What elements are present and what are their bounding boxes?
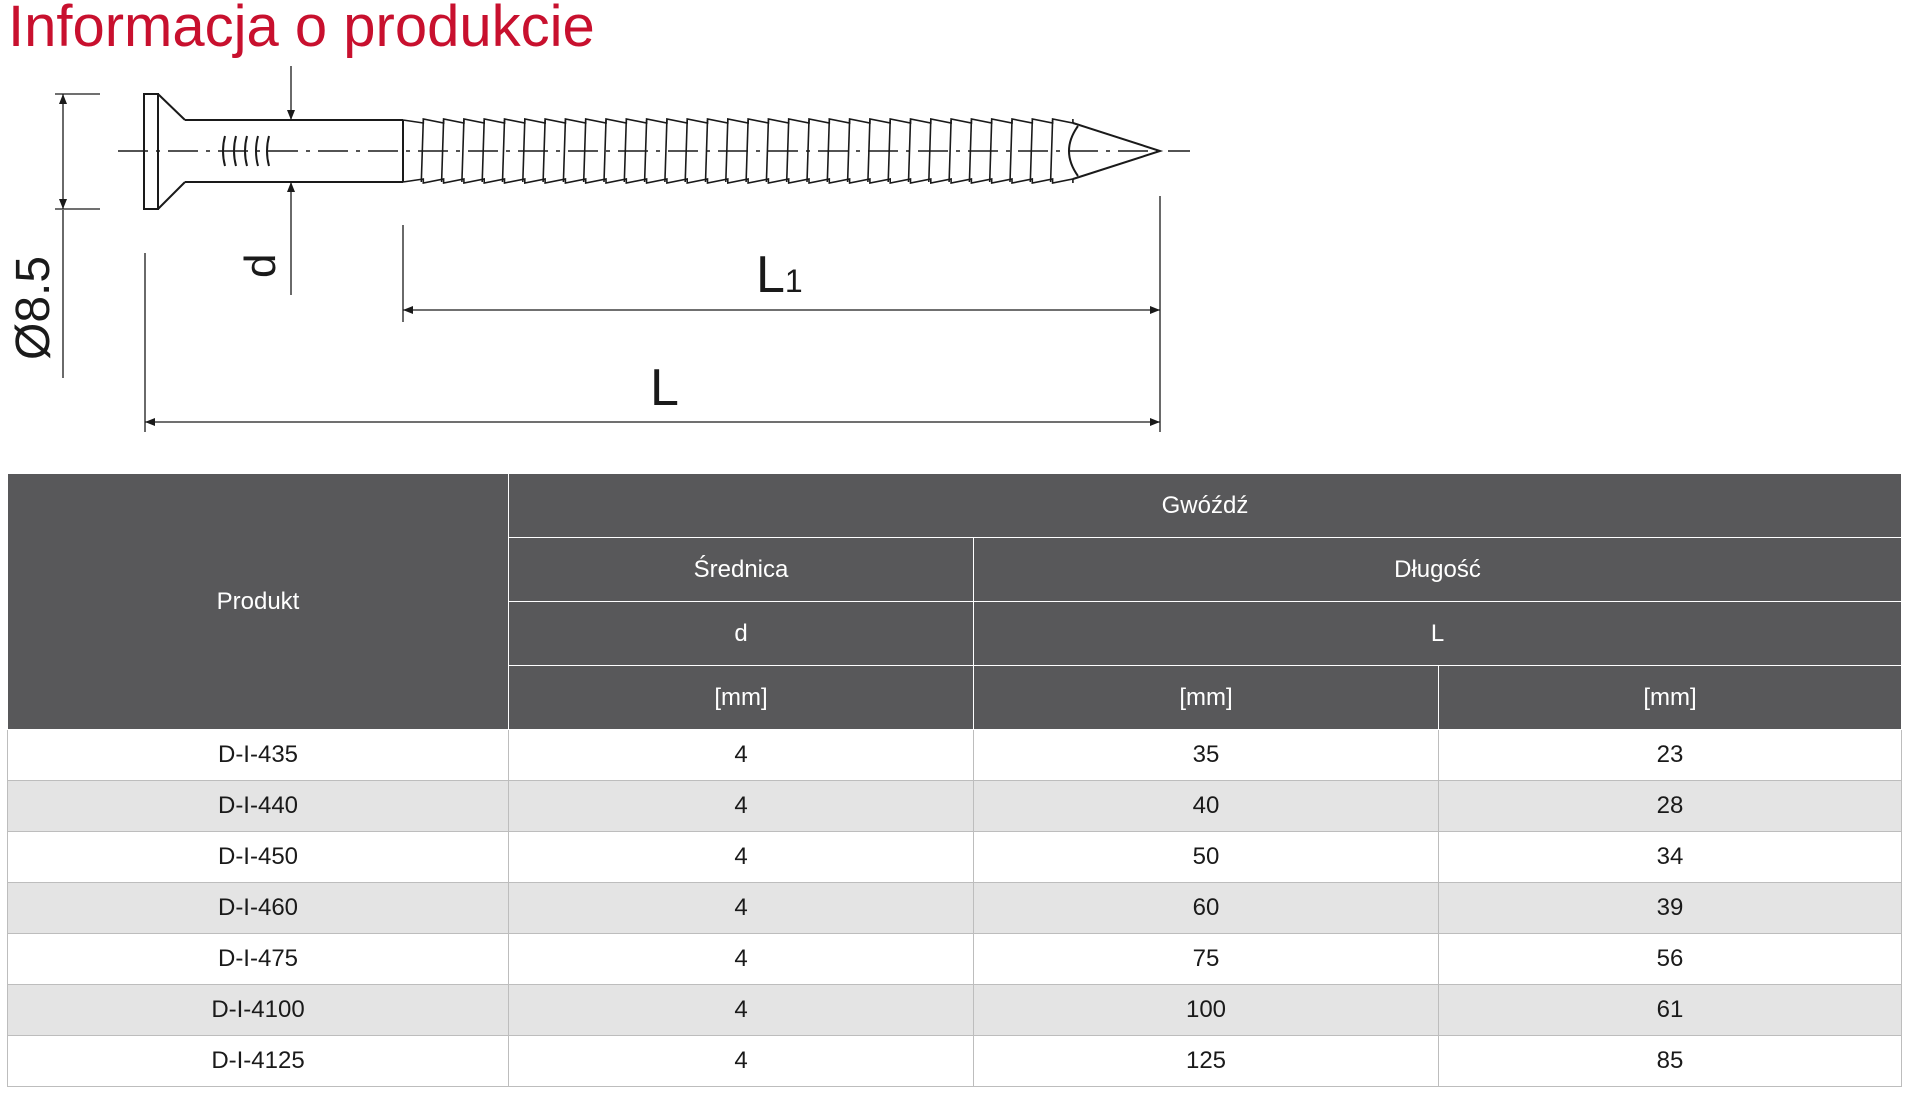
thread-ring [848,120,850,182]
thread-outline [403,119,1073,123]
header-length: Długość [974,538,1902,602]
thread-ring [969,120,971,182]
cell-product: D-I-460 [8,883,509,934]
cell-length: 35 [974,730,1439,781]
cell-diameter: 4 [509,781,974,832]
thread-ring [482,120,484,182]
thread-ring [442,120,444,182]
cell-diameter: 4 [509,934,974,985]
thread-ring [949,120,951,182]
thread-ring [604,120,606,182]
table-row [8,985,1902,1036]
thread-ring [787,120,789,182]
cell-diameter: 4 [509,883,974,934]
table-row [8,1036,1902,1087]
header-diameter: Średnica [509,538,974,602]
cell-product: D-I-435 [8,730,509,781]
header-length-symbol: L [974,602,1902,666]
thread-ring [543,120,545,182]
header-unit: [mm] [509,666,974,730]
thread-ring [1051,120,1053,182]
thread-ring [746,120,748,182]
thread-ring [827,120,829,182]
thread-ring [909,120,911,182]
cell-diameter: 4 [509,1036,974,1087]
thread-length-label: L1 [756,246,803,304]
nail-technical-drawing [0,60,1908,460]
header-product: Produkt [8,474,509,730]
head-diameter-label: Ø8.5 [7,255,60,360]
thread-ring [888,120,890,182]
cell-length: 40 [974,781,1439,832]
cell-product: D-I-475 [8,934,509,985]
table-row [8,832,1902,883]
thread-ring [1030,120,1032,182]
header-unit: [mm] [1439,666,1902,730]
thread-ring [665,120,667,182]
cell-thread-length: 28 [1439,781,1902,832]
product-spec-table [7,473,1902,1087]
cell-length: 100 [974,985,1439,1036]
header-unit: [mm] [974,666,1439,730]
cell-thread-length: 34 [1439,832,1902,883]
thread-ring [462,120,464,182]
thread-ring [766,120,768,182]
cell-product: D-I-440 [8,781,509,832]
table-row [8,730,1902,781]
cell-thread-length: 39 [1439,883,1902,934]
cell-length: 75 [974,934,1439,985]
thread-ring [1010,120,1012,182]
thread-ring [807,120,809,182]
cell-product: D-I-450 [8,832,509,883]
cell-product: D-I-4125 [8,1036,509,1087]
thread-ring [421,120,423,182]
thread-ring [523,120,525,182]
cell-length: 50 [974,832,1439,883]
thread-ring [706,120,708,182]
head-diameter-dimension [55,94,100,378]
cell-length: 125 [974,1036,1439,1087]
cell-thread-length: 23 [1439,730,1902,781]
shank-diameter-label: d [236,253,285,278]
thread-ring [990,120,992,182]
thread-ring [645,120,647,182]
table-row [8,781,1902,832]
thread-ring [685,120,687,182]
cell-length: 60 [974,883,1439,934]
total-length-label: L [650,359,679,417]
thread-ring [868,120,870,182]
header-diameter-symbol: d [509,602,974,666]
thread-ring [624,120,626,182]
cell-thread-length: 56 [1439,934,1902,985]
cell-diameter: 4 [509,985,974,1036]
thread-ring [563,120,565,182]
thread-ring [929,120,931,182]
thread-ring [584,120,586,182]
header-nail-group: Gwóźdź [509,474,1902,538]
table-row [8,883,1902,934]
thread-length-dimension [403,196,1160,432]
thread-ring [503,120,505,182]
cell-diameter: 4 [509,730,974,781]
cell-diameter: 4 [509,832,974,883]
cell-product: D-I-4100 [8,985,509,1036]
page-title: Informacja o produkcie [8,0,595,59]
thread-ring [726,120,728,182]
table-row [8,934,1902,985]
cell-thread-length: 61 [1439,985,1902,1036]
cell-thread-length: 85 [1439,1036,1902,1087]
thread-outline [403,179,1073,183]
